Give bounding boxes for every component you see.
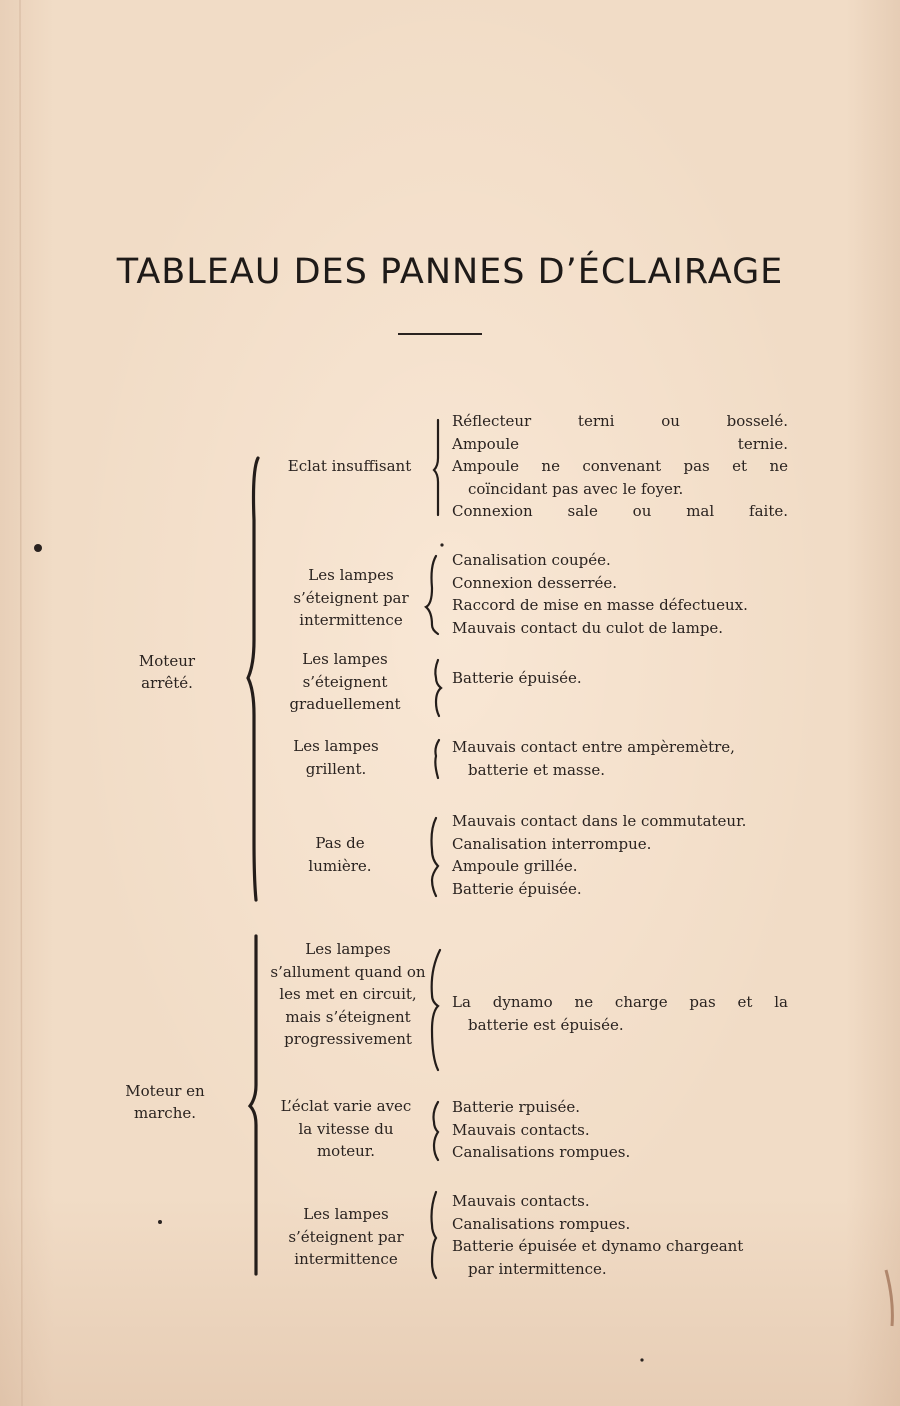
section-1-cause-5: Pas de lumière. — [308, 834, 372, 875]
row-3-brace — [435, 660, 441, 716]
section-1-remedies-5 — [452, 810, 788, 900]
row-8-brace — [432, 1192, 437, 1278]
remedy-line: Mauvais contacts. — [452, 1192, 590, 1210]
section-2-remedies-2 — [452, 1096, 788, 1164]
remedy-line: batterie et masse. — [468, 760, 605, 779]
section-1-cause-2: Les lampes s’éteignent par intermittence — [293, 566, 409, 629]
section-1-remedies-3 — [452, 667, 788, 690]
remedy-line: Connexion desserrée. — [452, 573, 618, 592]
section-1-remedies-2 — [452, 549, 788, 639]
section-1-cause-4: Les lampes grillent. — [293, 737, 379, 778]
remedy-line: Batterie épuisée. — [452, 669, 582, 687]
section-2-cause-3: Les lampes s’éteignent par intermittence — [288, 1205, 404, 1268]
remedy-line: La dynamo ne charge pas et la — [452, 993, 788, 1011]
remedy-line: Canalisations rompues. — [452, 1143, 631, 1161]
section-2-cause-1: Les lampes s’allument quand on les met en circuit, mais s’éteignent progressivement — [270, 940, 426, 1048]
remedy-line: Canalisation coupée. — [452, 551, 611, 569]
section-1-cause-3: Les lampes s’éteignent graduellement — [289, 650, 401, 713]
section-2-cause-2: L’éclat varie avec la vitesse du moteur. — [280, 1097, 412, 1160]
remedy-line: coïncidant pas avec le foyer. — [468, 479, 684, 498]
remedy-line: Canalisations rompues. — [452, 1214, 631, 1233]
section-2-brace — [250, 936, 256, 1274]
section-1-cause-1: Eclat insuffisant — [287, 457, 412, 475]
row-7-brace — [434, 1102, 439, 1160]
section-1-remedies-1 — [452, 410, 788, 523]
section-1-remedies-4 — [452, 736, 788, 781]
remedy-line: Mauvais contact dans le commutateur. — [452, 812, 747, 830]
row-6-brace — [432, 950, 440, 1070]
remedy-line: Batterie épuisée. — [452, 879, 582, 898]
remedy-line: Mauvais contact entre ampèremètre, — [452, 738, 735, 756]
remedy-line: Batterie rpuisée. — [452, 1098, 580, 1116]
remedy-line: Raccord de mise en masse défectueux. — [452, 596, 748, 614]
section-1-brace — [248, 458, 258, 900]
remedy-line: Ampoule ternie. — [452, 434, 788, 453]
section-1-motor-state: Moteur arrêté. — [138, 652, 196, 692]
row-5-brace — [432, 818, 439, 896]
remedy-line: Canalisation interrompue. — [452, 834, 652, 853]
section-2-remedies-3 — [452, 1190, 788, 1280]
section-2-motor-state: Moteur en marche. — [125, 1082, 205, 1122]
section-2-remedies-1 — [452, 991, 788, 1036]
remedy-line: Connexion sale ou mal faite. — [452, 502, 788, 520]
remedy-line: Mauvais contacts. — [452, 1120, 590, 1139]
row-4-brace — [435, 740, 439, 778]
remedy-line: par intermittence. — [468, 1259, 607, 1278]
remedy-line: Réflecteur terni ou bosselé. — [452, 412, 788, 430]
page-title: TABLEAU DES PANNES D’ÉCLAIRAGE — [116, 252, 784, 292]
remedy-line: batterie est épuisée. — [468, 1015, 624, 1034]
remedy-line: Ampoule ne convenant pas et ne — [452, 457, 788, 475]
row-1-brace — [434, 420, 438, 515]
remedy-line: Mauvais contact du culot de lampe. — [452, 618, 724, 637]
remedy-line: Batterie épuisée et dynamo chargeant — [452, 1237, 744, 1255]
remedy-line: Ampoule grillée. — [452, 857, 578, 875]
